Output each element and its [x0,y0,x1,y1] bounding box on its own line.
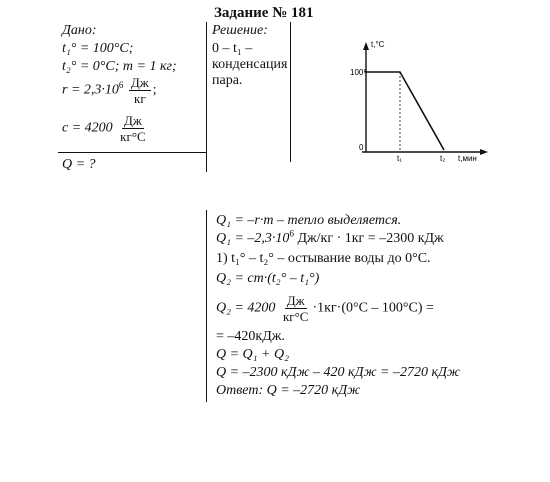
given-divider [58,152,206,153]
solution-line-6: = –420кДж. [216,329,285,344]
graph-x-arrow [480,149,488,155]
solution-line-4: Q₂ = cm·(t₂° – t₁°) [216,271,320,286]
solution-line-8: Q = –2300 кДж – 420 кДж = –2720 кДж [216,365,460,380]
graph-origin-label: 0 [359,143,364,152]
given-t2: t₂° = 0°С; m = 1 кг; [62,59,177,74]
graph-t2-label: t₂ [440,154,446,163]
solution-bracket [206,210,207,402]
separator-vertical-2 [290,22,291,162]
solution-header-label: Решение: [212,23,268,38]
solution-line-9 [216,384,360,398]
solution-header-line2: конденсация [212,57,288,72]
solution-line-1: Q₁ = –r·m – тепло выделяется. [216,213,402,228]
given-header: Дано: [62,23,97,38]
separator-vertical-1 [206,22,207,172]
answer-value: Q = –2720 кДж [263,383,361,398]
given-c: c = 4200 $\frac{Дж}{кг^\circ С}$ [62,113,146,144]
graph-curve [366,72,444,150]
page-title: Задание № 181 [214,5,314,21]
solution-header-line3: пара. [212,73,243,88]
graph-t1-label: t₁ [397,154,402,163]
solution-line-5: Q₂ = 4200 $\frac{Дж}{кг^\circ С}$ ·1кг·(0°С – 100°С) = [216,293,434,324]
solution-line-2: $Q_1 = -2,3\cdot 10^6$ Дж/кг · 1кг = –2300 кДж [216,228,444,246]
given-find: Q = ? [62,157,96,172]
graph-x-label: t,мин [458,154,477,163]
solution-line-7: Q = Q₁ + Q₂ [216,347,289,362]
graph-y-arrow [363,42,369,50]
answer-label: Ответ: [216,383,264,398]
graph-y-tick-label: 100° [350,68,367,77]
graph-y-label: t,°C [371,40,385,49]
solution-line-3: 1) t₁° – t₂° – остывание воды до 0°С. [216,251,431,266]
given-t1: t₁° = 100°С; [62,41,134,56]
given-m: m = 1 кг; [122,59,177,74]
solution-header-line1: 0 – t₁ – [212,41,253,56]
given-r: $r = 2,3\cdot 10^6$ $\frac{Дж}{кг}$ ; [62,75,157,106]
